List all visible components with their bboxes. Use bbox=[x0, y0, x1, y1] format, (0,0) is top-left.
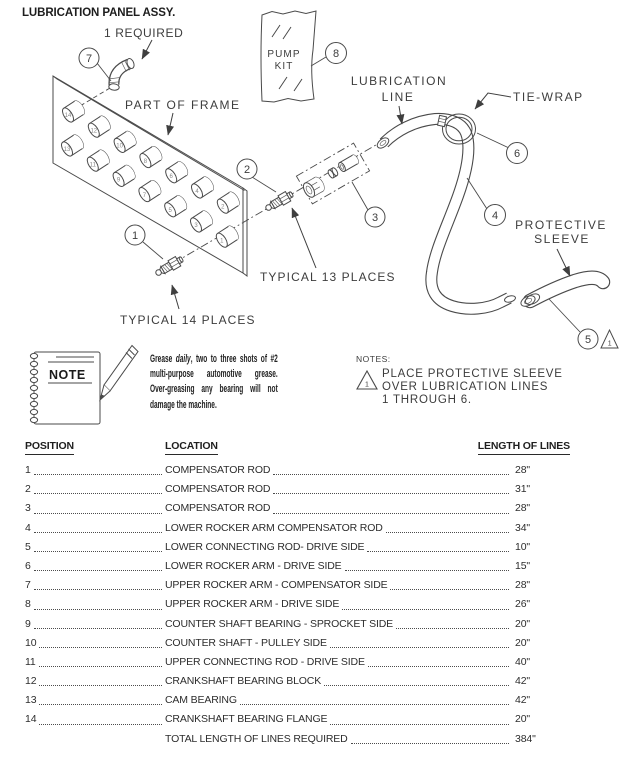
grease-port-number: 4 bbox=[195, 189, 199, 196]
table-row: 4 LOWER ROCKER ARM COMPENSATOR ROD 34" bbox=[25, 519, 570, 538]
grease-port-number: 12 bbox=[90, 128, 98, 135]
label-typical-14: TYPICAL 14 PLACES bbox=[120, 313, 256, 327]
table-row: 10 COUNTER SHAFT - PULLEY SIDE 20" bbox=[25, 634, 570, 653]
notes-line-3: 1 THROUGH 6. bbox=[382, 394, 472, 407]
table-row: 12 CRANKSHAFT BEARING BLOCK 42" bbox=[25, 672, 570, 691]
callout-4 bbox=[485, 205, 506, 226]
table-row: 8 UPPER ROCKER ARM - DRIVE SIDE 26" bbox=[25, 595, 570, 614]
grease-port-number: 9 bbox=[116, 177, 121, 184]
flag-triangle-icon bbox=[356, 370, 378, 390]
callout-7 bbox=[79, 48, 99, 68]
grease-port-number: 8 bbox=[143, 158, 148, 165]
grease-port-number: 7 bbox=[142, 192, 147, 199]
table-row: 6 LOWER ROCKER ARM - DRIVE SIDE 15" bbox=[25, 557, 570, 576]
pump-kit-label-1: PUMP bbox=[267, 49, 301, 60]
svg-text:5: 5 bbox=[584, 334, 592, 346]
grease-port-number: 5 bbox=[168, 208, 172, 214]
svg-text:6: 6 bbox=[513, 148, 521, 160]
label-protective: PROTECTIVE bbox=[515, 218, 607, 232]
grease-port-number: 2 bbox=[221, 204, 225, 211]
label-part-of-frame: PART OF FRAME bbox=[125, 98, 241, 112]
pump-kit-label-2: KIT bbox=[274, 61, 294, 72]
note-line-3: Over-greasing any bearing will not bbox=[150, 383, 278, 396]
svg-text:1: 1 bbox=[131, 230, 139, 242]
svg-text:1: 1 bbox=[365, 381, 369, 389]
page-title: LUBRICATION PANEL ASSY. bbox=[22, 7, 176, 19]
table-row: 14 CRANKSHAFT BEARING FLANGE 20" bbox=[25, 710, 570, 729]
svg-text:3: 3 bbox=[371, 212, 379, 224]
grease-port-number: 13 bbox=[63, 147, 71, 154]
label-line: LINE bbox=[381, 90, 415, 104]
table-row: 1 COMPENSATOR ROD 28" bbox=[25, 461, 570, 480]
callout-1 bbox=[125, 225, 145, 245]
spiral-binding bbox=[30, 353, 37, 422]
label-sleeve: SLEEVE bbox=[534, 232, 590, 246]
label-lubrication: LUBRICATION bbox=[350, 74, 448, 88]
table-row: 2 COMPENSATOR ROD 31" bbox=[25, 480, 570, 499]
label-typical-13: TYPICAL 13 PLACES bbox=[260, 270, 396, 284]
table-row: 9 COUNTER SHAFT BEARING - SPROCKET SIDE 20" bbox=[25, 615, 570, 634]
fitting-sleeve bbox=[337, 154, 359, 173]
note-text bbox=[150, 352, 278, 413]
table-total-row: TOTAL LENGTH OF LINES REQUIRED 384" bbox=[25, 730, 570, 749]
fitting-ferrule bbox=[327, 167, 339, 179]
grease-port-number: 3 bbox=[194, 223, 198, 230]
table-row: 11 UPPER CONNECTING ROD - DRIVE SIDE 40" bbox=[25, 653, 570, 672]
table-row: 5 LOWER CONNECTING ROD- DRIVE SIDE 10" bbox=[25, 538, 570, 557]
notes-line-2: OVER LUBRICATION LINES bbox=[382, 381, 549, 394]
table-header bbox=[25, 440, 570, 461]
callout-6 bbox=[507, 143, 528, 164]
table-row: 7 UPPER ROCKER ARM - COMPENSATOR SIDE 28" bbox=[25, 576, 570, 595]
note-line-4: damage the machine. bbox=[150, 398, 217, 411]
header-position: POSITION bbox=[25, 440, 74, 455]
note-line-1: Grease daily, two to three shots of #2 bbox=[150, 353, 278, 365]
note-notebook-icon bbox=[22, 344, 147, 432]
header-length: LENGTH OF LINES bbox=[478, 440, 570, 455]
svg-text:4: 4 bbox=[491, 210, 499, 222]
exploded-fitting-group bbox=[296, 143, 369, 204]
svg-text:7: 7 bbox=[85, 53, 93, 65]
grease-port-number: 14 bbox=[64, 113, 72, 120]
pump-kit-sheet bbox=[261, 11, 316, 102]
notes-text bbox=[382, 368, 563, 408]
fitting-nut bbox=[301, 175, 326, 199]
flag-note-1 bbox=[601, 330, 618, 348]
grease-port-number: 10 bbox=[116, 143, 123, 150]
svg-text:8: 8 bbox=[332, 48, 340, 60]
callout-8 bbox=[326, 43, 347, 64]
table-rows bbox=[25, 461, 570, 749]
svg-text:1: 1 bbox=[607, 340, 612, 348]
label-tie-wrap: TIE-WRAP bbox=[513, 90, 584, 104]
note-heading: NOTE bbox=[49, 368, 86, 382]
notes-section bbox=[356, 354, 563, 408]
grease-fitting-1 bbox=[153, 254, 184, 278]
table-row: 13 CAM BEARING 42" bbox=[25, 691, 570, 710]
elbow-fitting bbox=[108, 57, 135, 90]
grease-port-number: 6 bbox=[169, 174, 173, 180]
notes-heading: NOTES: bbox=[356, 354, 391, 364]
notes-line-1: PLACE PROTECTIVE SLEEVE bbox=[382, 368, 563, 380]
table-row: 3 COMPENSATOR ROD 28" bbox=[25, 499, 570, 518]
note-line-2: multi-purpose automotive grease. bbox=[150, 368, 278, 381]
callout-5 bbox=[578, 329, 598, 349]
header-location: LOCATION bbox=[165, 440, 218, 455]
callout-3 bbox=[365, 207, 385, 227]
parts-table bbox=[25, 440, 570, 749]
protective-sleeve bbox=[519, 278, 603, 309]
pencil-icon bbox=[100, 346, 138, 401]
grease-port-number: 1 bbox=[220, 238, 224, 245]
callout-2 bbox=[237, 159, 257, 179]
label-one-required: 1 REQUIRED bbox=[104, 26, 184, 40]
grease-port-number: 11 bbox=[89, 162, 96, 169]
grease-fitting-2 bbox=[263, 189, 294, 213]
svg-text:2: 2 bbox=[243, 164, 251, 176]
